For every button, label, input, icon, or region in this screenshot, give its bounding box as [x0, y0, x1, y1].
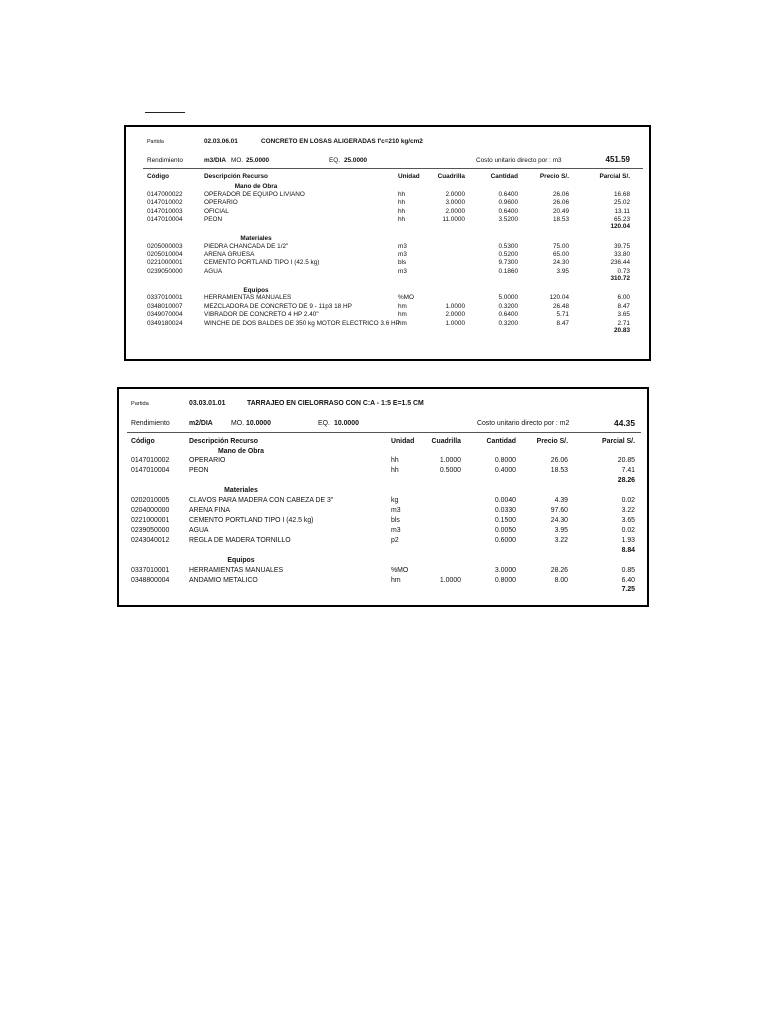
- row-precio: 97.60: [550, 506, 568, 514]
- partida-code: 03.03.01.01: [189, 400, 226, 407]
- section-subtotal: 8.84: [621, 546, 635, 554]
- row-precio: 26.06: [550, 457, 568, 465]
- row-cantidad: 0.8000: [494, 457, 516, 465]
- row-parcial: 0.85: [621, 566, 635, 574]
- row-unidad: m3: [398, 267, 407, 275]
- row-descripcion: ARENA GRUESA: [204, 250, 255, 258]
- col-header-unidad: Unidad: [391, 438, 415, 445]
- col-header-descripcion: Descripción Recurso: [204, 173, 268, 180]
- col-header-cantidad: Cantidad: [490, 173, 518, 180]
- row-unidad: bls: [391, 517, 400, 524]
- row-unidad: hm: [391, 576, 401, 584]
- section-title: Equipos: [243, 286, 269, 294]
- row-codigo: 0349070004: [147, 311, 183, 319]
- row-codigo: 0147010002: [147, 199, 183, 207]
- section-subtotal: 310.72: [610, 275, 630, 283]
- section-title: Materiales: [240, 234, 272, 242]
- header-divider: [127, 432, 641, 433]
- row-cuadrilla: 1.0000: [445, 319, 465, 327]
- row-descripcion: OPERADOR DE EQUIPO LIVIANO: [204, 190, 305, 198]
- row-unidad: hh: [391, 457, 399, 465]
- row-cuadrilla: 0.5000: [439, 467, 461, 475]
- row-precio: 75.00: [553, 242, 569, 250]
- top-rule: [145, 112, 185, 113]
- row-cantidad: 0.3200: [498, 319, 518, 327]
- row-descripcion: PEON: [204, 215, 223, 223]
- section-subtotal: 120.04: [610, 223, 630, 231]
- row-unidad: m3: [398, 250, 407, 258]
- row-parcial: 1.93: [621, 537, 635, 545]
- row-parcial: 3.65: [621, 517, 635, 524]
- row-cantidad: 3.0000: [494, 566, 516, 574]
- row-cantidad: 5.0000: [498, 294, 518, 302]
- section-title: Equipos: [227, 557, 255, 565]
- section-subtotal: 20.83: [614, 327, 630, 335]
- row-unidad: hm: [398, 302, 407, 310]
- row-codigo: 0204000000: [131, 506, 170, 514]
- row-parcial: 25.02: [614, 199, 630, 207]
- row-parcial: 3.22: [621, 506, 635, 514]
- row-unidad: m3: [391, 527, 401, 535]
- partida-title: TARRAJEO EN CIELORRASO CON C:A - 1:5 E=1.5 CM: [247, 400, 424, 407]
- row-codigo: 0147010004: [147, 215, 183, 223]
- row-cantidad: 0.0050: [494, 527, 516, 535]
- row-precio: 26.48: [553, 302, 569, 310]
- row-cantidad: 0.9600: [498, 199, 518, 207]
- eq-label: EQ.: [329, 157, 341, 164]
- row-parcial: 65.23: [614, 215, 630, 223]
- row-cantidad: 0.4000: [494, 467, 516, 475]
- row-parcial: 33.80: [614, 250, 630, 258]
- rendimiento-label: Rendimiento: [131, 420, 170, 427]
- section-title: Materiales: [224, 487, 258, 495]
- section-title: Mano de Obra: [218, 448, 264, 455]
- row-precio: 18.53: [553, 215, 569, 223]
- row-codigo: 0348800004: [131, 576, 170, 584]
- costo-unitario-value: 451.59: [605, 155, 630, 164]
- row-precio: 26.06: [553, 199, 569, 207]
- row-unidad: kg: [391, 496, 399, 504]
- row-codigo: 0337010001: [131, 566, 170, 574]
- row-cantidad: 0.1860: [498, 267, 518, 275]
- rendimiento-unit: m3/DIA: [204, 157, 227, 164]
- row-cantidad: 0.8000: [494, 576, 516, 584]
- row-cantidad: 0.6400: [498, 311, 518, 319]
- mo-value: 25.0000: [246, 157, 270, 164]
- row-parcial: 0.02: [621, 496, 635, 504]
- row-codigo: 0243040012: [131, 537, 170, 545]
- row-parcial: 20.85: [617, 457, 635, 465]
- row-unidad: hh: [398, 199, 406, 207]
- row-parcial: 3.65: [617, 311, 630, 319]
- row-precio: 24.30: [550, 517, 568, 524]
- row-precio: 24.30: [553, 259, 569, 267]
- rendimiento-label: Rendimiento: [147, 157, 183, 164]
- row-parcial: 0.73: [617, 267, 630, 275]
- row-unidad: hh: [398, 215, 406, 223]
- row-precio: 3.95: [556, 267, 569, 275]
- section-subtotal: 28.26: [617, 476, 635, 484]
- row-precio: 8.47: [556, 319, 569, 327]
- row-descripcion: HERRAMIENTAS MANUALES: [189, 566, 284, 574]
- row-unidad: %MO: [391, 566, 409, 574]
- row-cuadrilla: 3.0000: [445, 199, 465, 207]
- row-parcial: 236.44: [610, 259, 630, 267]
- row-cantidad: 0.5300: [498, 242, 518, 250]
- col-header-cuadrilla: Cuadrilla: [437, 173, 465, 180]
- col-header-codigo: Código: [147, 173, 170, 180]
- row-descripcion: PIEDRA CHANCADA DE 1/2": [204, 242, 289, 250]
- row-descripcion: AGUA: [189, 527, 209, 535]
- row-codigo: 0349180024: [147, 319, 183, 327]
- row-cantidad: 0.1500: [494, 517, 516, 524]
- row-descripcion: CLAVOS PARA MADERA CON CABEZA DE 3": [189, 496, 334, 504]
- section-title: Mano de Obra: [234, 183, 278, 190]
- row-unidad: hh: [391, 467, 399, 475]
- cost-analysis-table-2: [117, 387, 649, 607]
- partida-title: CONCRETO EN LOSAS ALIGERADAS f'c=210 kg/cm2: [261, 138, 423, 145]
- row-unidad: m3: [391, 506, 401, 514]
- row-precio: 3.95: [554, 527, 568, 535]
- row-parcial: 8.47: [617, 302, 630, 310]
- section-subtotal: 7.25: [621, 586, 635, 593]
- row-precio: 3.22: [554, 537, 568, 545]
- row-codigo: 0147000022: [147, 190, 183, 198]
- col-header-descripcion: Descripción Recurso: [189, 438, 258, 445]
- costo-unitario-value: 44.35: [614, 418, 635, 428]
- row-unidad: hm: [398, 319, 407, 327]
- row-precio: 20.49: [553, 207, 569, 215]
- row-precio: 65.00: [553, 250, 569, 258]
- row-descripcion: CEMENTO PORTLAND TIPO I (42.5 kg): [204, 259, 320, 267]
- row-precio: 5.71: [556, 311, 569, 319]
- row-cuadrilla: 2.0000: [445, 207, 465, 215]
- row-descripcion: OFICIAL: [204, 207, 229, 215]
- col-header-parcial: Parcial S/.: [599, 173, 630, 180]
- row-descripcion: VIBRADOR DE CONCRETO 4 HP 2.40": [204, 311, 319, 319]
- cost-analysis-table-1: [124, 125, 651, 361]
- row-cuadrilla: 2.0000: [445, 190, 465, 198]
- partida-label: Partida: [131, 401, 149, 407]
- row-unidad: bls: [398, 259, 407, 267]
- row-precio: 26.06: [553, 190, 569, 198]
- row-unidad: p2: [391, 537, 399, 545]
- row-codigo: 0205010004: [147, 250, 183, 258]
- col-header-parcial: Parcial S/.: [602, 438, 635, 445]
- partida-label: Partida: [147, 139, 164, 145]
- row-cantidad: 9.7300: [498, 259, 518, 267]
- mo-label: MO.: [231, 157, 244, 164]
- row-descripcion: CEMENTO PORTLAND TIPO I (42.5 kg): [189, 517, 314, 524]
- row-codigo: 0147010004: [131, 467, 170, 475]
- row-cantidad: 3.5200: [498, 215, 518, 223]
- row-descripcion: OPERARIO: [204, 199, 238, 207]
- row-parcial: 16.68: [614, 190, 630, 198]
- row-unidad: hh: [398, 190, 406, 198]
- row-precio: 120.04: [549, 294, 569, 302]
- row-descripcion: AGUA: [204, 267, 223, 275]
- row-parcial: 6.40: [621, 576, 635, 584]
- row-codigo: 0239050000: [131, 527, 170, 535]
- row-parcial: 13.11: [614, 207, 630, 215]
- row-codigo: 0221000001: [147, 259, 183, 267]
- row-descripcion: REGLA DE MADERA TORNILLO: [189, 537, 291, 545]
- row-codigo: 0348010007: [147, 302, 183, 310]
- row-codigo: 0147010003: [147, 207, 183, 215]
- row-parcial: 39.75: [614, 242, 630, 250]
- row-descripcion: ARENA FINA: [189, 506, 230, 514]
- row-cuadrilla: 1.0000: [445, 302, 465, 310]
- row-cuadrilla: 11.0000: [442, 215, 465, 223]
- row-cantidad: 0.0040: [494, 496, 516, 504]
- eq-value: 10.0000: [334, 420, 359, 427]
- row-unidad: m3: [398, 242, 407, 250]
- row-descripcion: HERRAMIENTAS MANUALES: [204, 294, 292, 302]
- eq-label: EQ.: [318, 420, 330, 427]
- row-parcial: 2.71: [617, 319, 630, 327]
- row-precio: 28.26: [550, 566, 568, 574]
- eq-value: 25.0000: [344, 157, 368, 164]
- row-unidad: %MO: [398, 294, 414, 302]
- row-codigo: 0202010005: [131, 496, 170, 504]
- mo-label: MO.: [231, 420, 245, 427]
- col-header-cantidad: Cantidad: [486, 438, 516, 445]
- row-precio: 8.00: [554, 576, 568, 584]
- header-divider: [143, 168, 643, 169]
- rendimiento-unit: m2/DIA: [189, 420, 213, 427]
- row-cantidad: 0.6400: [498, 190, 518, 198]
- costo-unitario-label: Costo unitario directo por : m3: [476, 157, 562, 164]
- row-codigo: 0221000001: [131, 517, 170, 524]
- col-header-precio: Precio S/.: [536, 438, 568, 445]
- row-codigo: 0205000003: [147, 242, 183, 250]
- row-cantidad: 0.5200: [498, 250, 518, 258]
- row-cuadrilla: 1.0000: [439, 457, 461, 465]
- row-cuadrilla: 1.0000: [439, 576, 461, 584]
- row-codigo: 0337010001: [147, 294, 183, 302]
- row-descripcion: WINCHE DE DOS BALDES DE 350 kg MOTOR ELECTRICO 3.6 HP: [204, 319, 400, 327]
- row-precio: 18.53: [550, 467, 568, 475]
- row-parcial: 7.41: [621, 467, 635, 475]
- row-descripcion: ANDAMIO METALICO: [189, 576, 258, 584]
- row-unidad: hh: [398, 207, 406, 215]
- row-parcial: 0.02: [621, 527, 635, 535]
- col-header-precio: Precio S/.: [539, 173, 569, 180]
- row-precio: 4.39: [554, 496, 568, 504]
- row-cantidad: 0.0330: [494, 506, 516, 514]
- col-header-unidad: Unidad: [398, 173, 420, 180]
- row-descripcion: MEZCLADORA DE CONCRETO DE 9 - 11p3 18 HP: [204, 302, 352, 310]
- row-unidad: hm: [398, 311, 407, 319]
- row-codigo: 0239050000: [147, 267, 183, 275]
- mo-value: 10.0000: [246, 420, 271, 427]
- row-cantidad: 0.6400: [498, 207, 518, 215]
- row-descripcion: PEON: [189, 467, 209, 475]
- costo-unitario-label: Costo unitario directo por : m2: [477, 420, 570, 427]
- row-cantidad: 0.3200: [498, 302, 518, 310]
- row-codigo: 0147010002: [131, 457, 170, 465]
- row-cuadrilla: 2.0000: [445, 311, 465, 319]
- col-header-codigo: Código: [131, 438, 155, 445]
- row-parcial: 6.00: [617, 294, 630, 302]
- row-descripcion: OPERARIO: [189, 457, 226, 465]
- partida-code: 02.03.06.01: [204, 138, 238, 145]
- col-header-cuadrilla: Cuadrilla: [431, 438, 461, 445]
- row-cantidad: 0.6000: [494, 537, 516, 545]
